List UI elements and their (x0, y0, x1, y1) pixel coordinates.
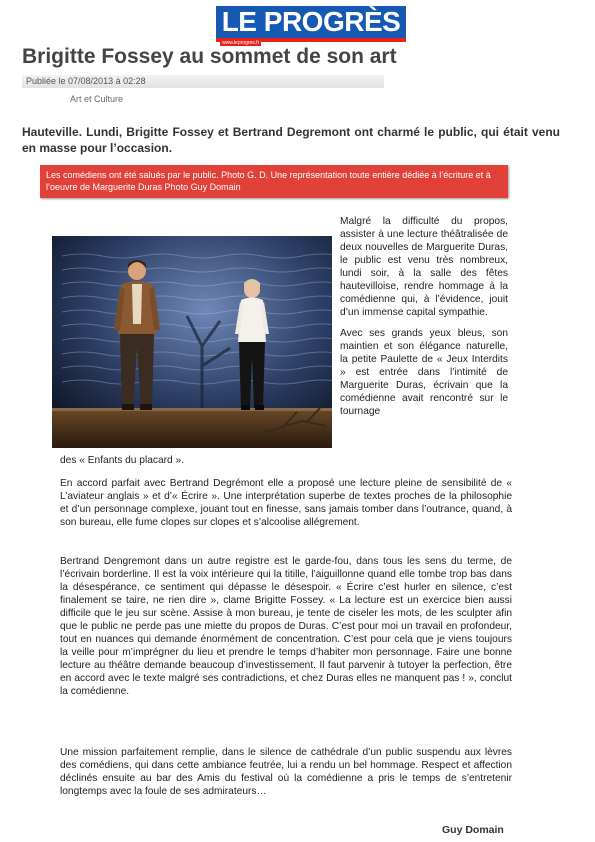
article-author: Guy Domain (442, 824, 504, 836)
stage-photo (52, 236, 332, 448)
photo-caption: Les comédiens ont été salués par le public. Photo G. D. Une représentation toute entière dédiée à l’écriture et à l’oeuvre de Marguerite Duras Photo Guy Domain (40, 165, 508, 198)
paragraph-portrait: Avec ses grands yeux bleus, son maintien et son élégance naturelle, la petite Paulette de « Jeux Interdits » est entrée dans l’intimité de Marguerite Duras, écrivain que la comédienne avait rencontré sur le tournage (340, 328, 508, 417)
le-progres-logo[interactable]: LE PROGRÈS (216, 6, 406, 42)
paragraph-degremont: Bertrand Dengremont dans un autre registre est le garde-fou, dans tous les sens du terme, de l’écrivain borderline. Il est la voix intérieure qui la titille, l’aiguillonne quand elle tombe trop bas dans la désespérance, ce sentiment qui dépasse le désespoir. « Écrire c’est hurler en silence, c’est finalement se taire, ne rien dire », clame Brigitte Fossey. « La lecture est un exercice bien aussi difficile que le jeu sur scène. Assise à mon bureau, je tente de ciseler les mots, de les sculpter afin que le public ne perde pas une miette du propos de Duras. C’est pour moi un travail en profondeur, tout en nuances qui demande énormément de concentration. C’est pour cela que je viens toujours la veille pour m’imprégner du lieu et prendre le temps d’habiter mon personnage. Faire une bonne lecture au théâtre demande beaucoup d’investissement. Il faut parvenir à tutoyer la perfection, être en accord avec le texte malgré ses contradictions, et chez Duras elles ne manquent pas ! », conclut la comédienne. (60, 556, 512, 697)
paragraph-intro: Malgré la difficulté du propos, assister à une lecture théâtralisée de deux nouvelles de Marguerite Duras, le public est venu très nombreux, lundi soir, à la salle des fêtes hautevilloise, rendre hommage à la comédienne qui, à l’évidence, jouit d’un immense capital sympathie. (340, 216, 508, 318)
paragraph-portrait-end: des « Enfants du placard ». (60, 455, 185, 466)
logo-site-url: www.leprogres.fr (222, 40, 260, 46)
stage-photo-illustration (52, 236, 332, 448)
paragraph-conclusion: Une mission parfaitement remplie, dans le silence de cathédrale d’un public suspendu aux lèvres des comédiens, qui dans cette ambiance feutrée, lui a rendu un bel hommage. Respect et affection déclinés ensuite au bar des Amis du festival où la comédienne a pris le temps de s’entretenir longtemps avec la foule de ses admirateurs… (60, 747, 512, 797)
article-title: Brigitte Fossey au sommet de son art (22, 45, 397, 68)
publication-date: Publiée le 07/08/2013 à 02:28 (22, 75, 384, 88)
article-lead: Hauteville. Lundi, Brigitte Fossey et Bertrand Degremont ont charmé le public, qui était venu en masse pour l’occasion. (22, 125, 560, 155)
right-column-text (340, 215, 508, 426)
paragraph-performance: En accord parfait avec Bertrand Degrémont elle a proposé une lecture pleine de sensibilité de « L’aviateur anglais » et d’« Écrire ». Une interprétation superbe de textes proches de la philosophie et d’un personnage complexe, jouant tout en finesse, sans jamais tomber dans l’outrance, quand, à son bureau, elle fume clopes sur clopes et s’alcoolise allégrement. (60, 478, 512, 528)
category-label[interactable]: Art et Culture (70, 94, 124, 104)
